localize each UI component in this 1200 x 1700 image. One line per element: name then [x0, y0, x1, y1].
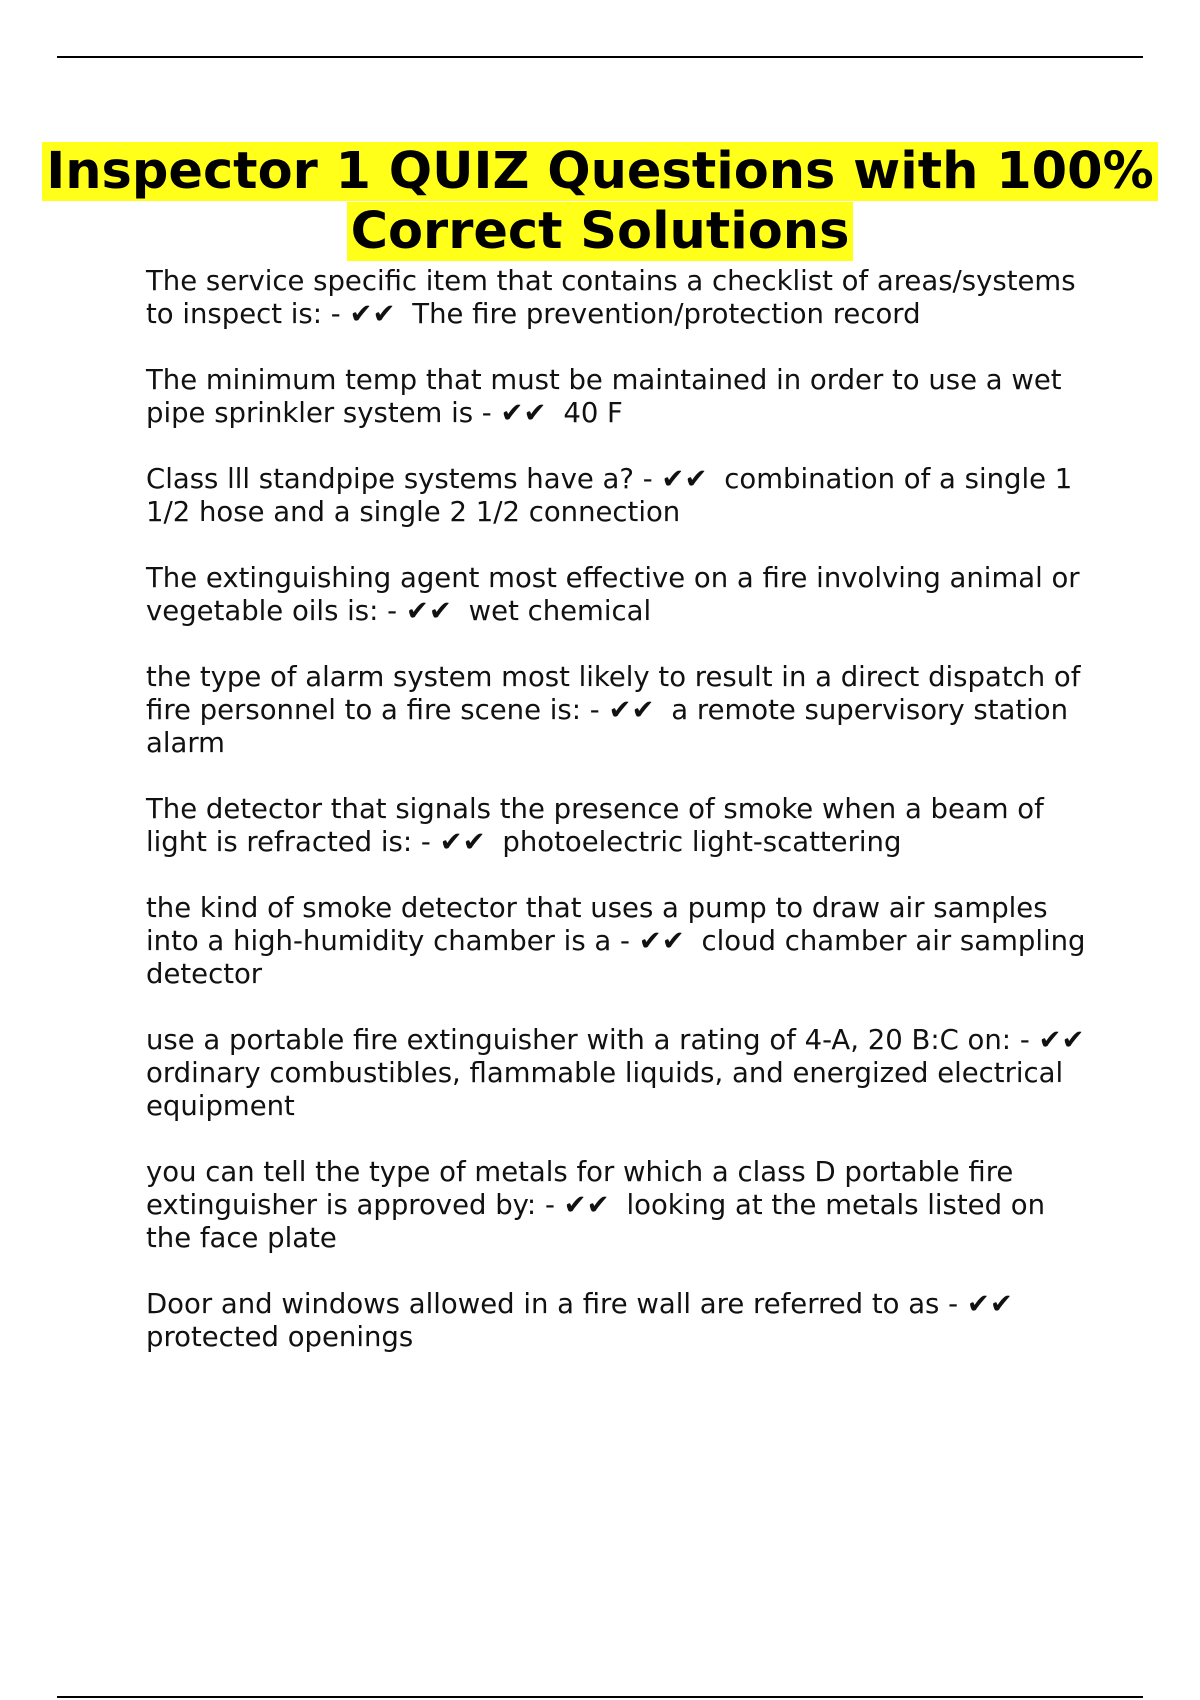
double-check-icon: ✔✔	[405, 595, 452, 627]
double-check-icon: ✔✔	[1038, 1024, 1085, 1056]
question-item	[146, 364, 1096, 430]
question-separator: -	[387, 595, 398, 627]
question-text: Door and windows allowed in a fire wall are referred to as	[146, 1288, 940, 1320]
double-check-icon: ✔✔	[661, 463, 708, 495]
title-block	[0, 142, 1200, 262]
question-item	[146, 265, 1096, 331]
question-text: The service specific item that contains a checklist of areas/systems to inspect is:	[146, 265, 1076, 330]
document-title: Inspector 1 QUIZ Questions with 100% Correct Solutions	[42, 142, 1158, 261]
answer-text: cloud chamber air sampling detector	[146, 925, 1086, 990]
question-item	[146, 562, 1096, 628]
double-check-icon: ✔✔	[563, 1189, 610, 1221]
question-separator: -	[1019, 1024, 1030, 1056]
question-item	[146, 661, 1096, 760]
answer-text: The fire prevention/protection record	[412, 298, 921, 330]
double-check-icon: ✔✔	[349, 298, 396, 330]
header-rule	[57, 56, 1143, 58]
answer-text: a remote supervisory station alarm	[146, 694, 1069, 759]
question-separator: -	[544, 1189, 555, 1221]
answer-text: 40 F	[563, 397, 623, 429]
question-item	[146, 892, 1096, 991]
question-separator: -	[589, 694, 600, 726]
question-separator: -	[948, 1288, 959, 1320]
question-text: Class lll standpipe systems have a?	[146, 463, 634, 495]
double-check-icon: ✔✔	[500, 397, 547, 429]
answer-text: protected openings	[146, 1321, 414, 1353]
double-check-icon: ✔✔	[638, 925, 685, 957]
question-text: the type of alarm system most likely to result in a direct dispatch of fire personnel to a fire scene is:	[146, 661, 1081, 726]
question-item	[146, 1156, 1096, 1255]
answer-text: photoelectric light-scattering	[502, 826, 902, 858]
answer-text: ordinary combustibles, flammable liquids, and energized electrical equipment	[146, 1057, 1064, 1122]
question-text: the kind of smoke detector that uses a pump to draw air samples into a high-humidity chamber is a	[146, 892, 1048, 957]
question-text: The detector that signals the presence of smoke when a beam of light is refracted is:	[146, 793, 1044, 858]
double-check-icon: ✔✔	[608, 694, 655, 726]
question-text: The extinguishing agent most effective on a fire involving animal or vegetable oils is:	[146, 562, 1080, 627]
double-check-icon: ✔✔	[439, 826, 486, 858]
answer-text: wet chemical	[468, 595, 652, 627]
answer-text: combination of a single 1 1/2 hose and a single 2 1/2 connection	[146, 463, 1073, 528]
question-item	[146, 463, 1096, 529]
question-separator: -	[642, 463, 653, 495]
question-list	[146, 265, 1096, 1387]
question-item	[146, 1024, 1096, 1123]
question-separator: -	[420, 826, 431, 858]
question-text: use a portable fire extinguisher with a rating of 4-A, 20 B:C on:	[146, 1024, 1012, 1056]
question-separator: -	[330, 298, 341, 330]
question-text: The minimum temp that must be maintained in order to use a wet pipe sprinkler system is	[146, 364, 1062, 429]
question-item	[146, 793, 1096, 859]
footer-rule	[57, 1696, 1143, 1698]
question-separator: -	[481, 397, 492, 429]
question-item	[146, 1288, 1096, 1354]
question-separator: -	[620, 925, 630, 957]
question-text: you can tell the type of metals for which a class D portable fire extinguisher is approved by:	[146, 1156, 1014, 1221]
double-check-icon: ✔✔	[966, 1288, 1013, 1320]
answer-text: looking at the metals listed on the face plate	[146, 1189, 1046, 1254]
